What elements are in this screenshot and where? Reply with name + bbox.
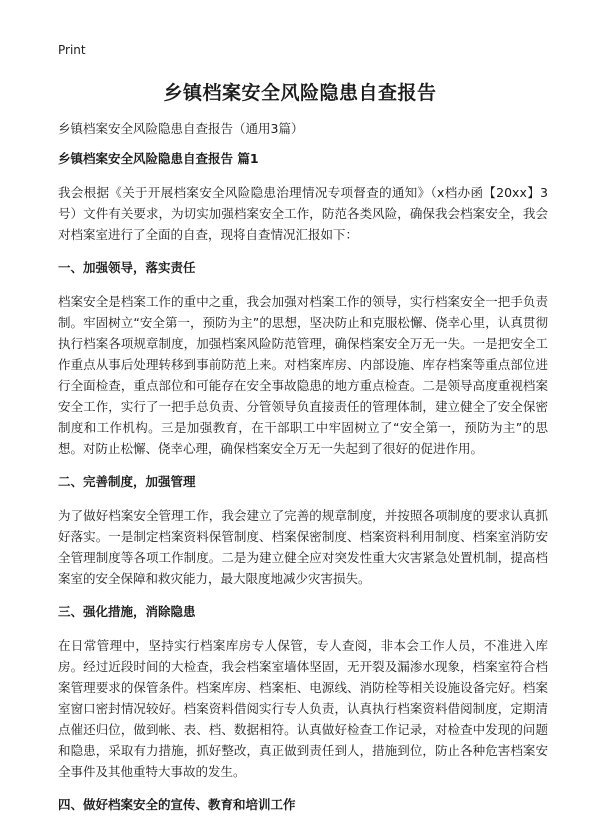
heading-2: 二、完善制度，加强管理 xyxy=(58,474,196,489)
heading-3: 三、强化措施，消除隐患 xyxy=(58,604,196,619)
subtitle: 乡镇档案安全风险隐患自查报告（通用3篇） xyxy=(58,121,304,136)
document-body xyxy=(58,150,548,828)
intro-paragraph: 我会根据《关于开展档案安全风险隐患治理情况专项督查的通知》（x档办函【20xx】3号）文件有关要求，为切实加强档案安全工作，防范各类风险，确保我会档案安全，我会对档案室进行了全面的自查，现将自查情况汇报如下： xyxy=(58,185,548,242)
page-title: 乡镇档案安全风险隐患自查报告 xyxy=(163,82,437,104)
section-title: 乡镇档案安全风险隐患自查报告 篇1 xyxy=(58,151,259,166)
print-label[interactable]: Print xyxy=(58,43,86,57)
heading-1: 一、加强领导，落实责任 xyxy=(58,260,196,275)
paragraph-3: 在日常管理中，坚持实行档案库房专人保管，专人查阅，非本会工作人员，不准进入库房。经过近段时间的大检查，我会档案室墙体坚固，无开裂及漏渗水现象，档案室符合档案管理要求的保管条件。档案库房、档案柜、电源线、消防栓等相关设施设备完好。档案室窗口密封情况较好。档案资料借阅实行专人负责，认真执行档案资料借阅制度，定期清点催还归位，做到帐、表、档、数据相符。认真做好检查工作记录，对检查中发现的问题和隐患，采取有力措施，抓好整改，真正做到责任到人，措施到位，防止各种危害档案安全事件及其他重特大事故的发生。 xyxy=(58,638,548,779)
paragraph-2: 为了做好档案安全管理工作，我会建立了完善的规章制度，并按照各项制度的要求认真抓好落实。一是制定档案资料保管制度、档案保密制度、档案资料利用制度、档案室消防安全管理制度等各项工作制度。二是为建立健全应对突发性重大灾害紧急处置机制，提高档案室的安全保障和救灾能力，最大限度地减少灾害损失。 xyxy=(58,508,548,586)
heading-4: 四、做好档案安全的宣传、教育和培训工作 xyxy=(58,797,296,812)
paragraph-1: 档案安全是档案工作的重中之重，我会加强对档案工作的领导，实行档案安全一把手负责制。牢固树立“安全第一，预防为主”的思想，坚决防止和克服松懈、侥幸心里，认真贯彻执行档案各项规章制度，加强档案风险防范管理，确保档案安全万无一失。一是把安全工作重点从事后处理转移到事前防范上来。对档案库房、内部设施、库存档案等重点部位进行全面检查，重点部位和可能存在安全事故隐患的地方重点检查。二是领导高度重视档案安全工作，实行了一把手总负责、分管领导负直接责任的管理体制，建立健全了安全保密制度和工作机构。三是加强教育，在干部职工中牢固树立了“安全第一，预防为主”的思想。对防止松懈、侥幸心理，确保档案安全万无一失起到了很好的促进作用。 xyxy=(58,294,548,456)
